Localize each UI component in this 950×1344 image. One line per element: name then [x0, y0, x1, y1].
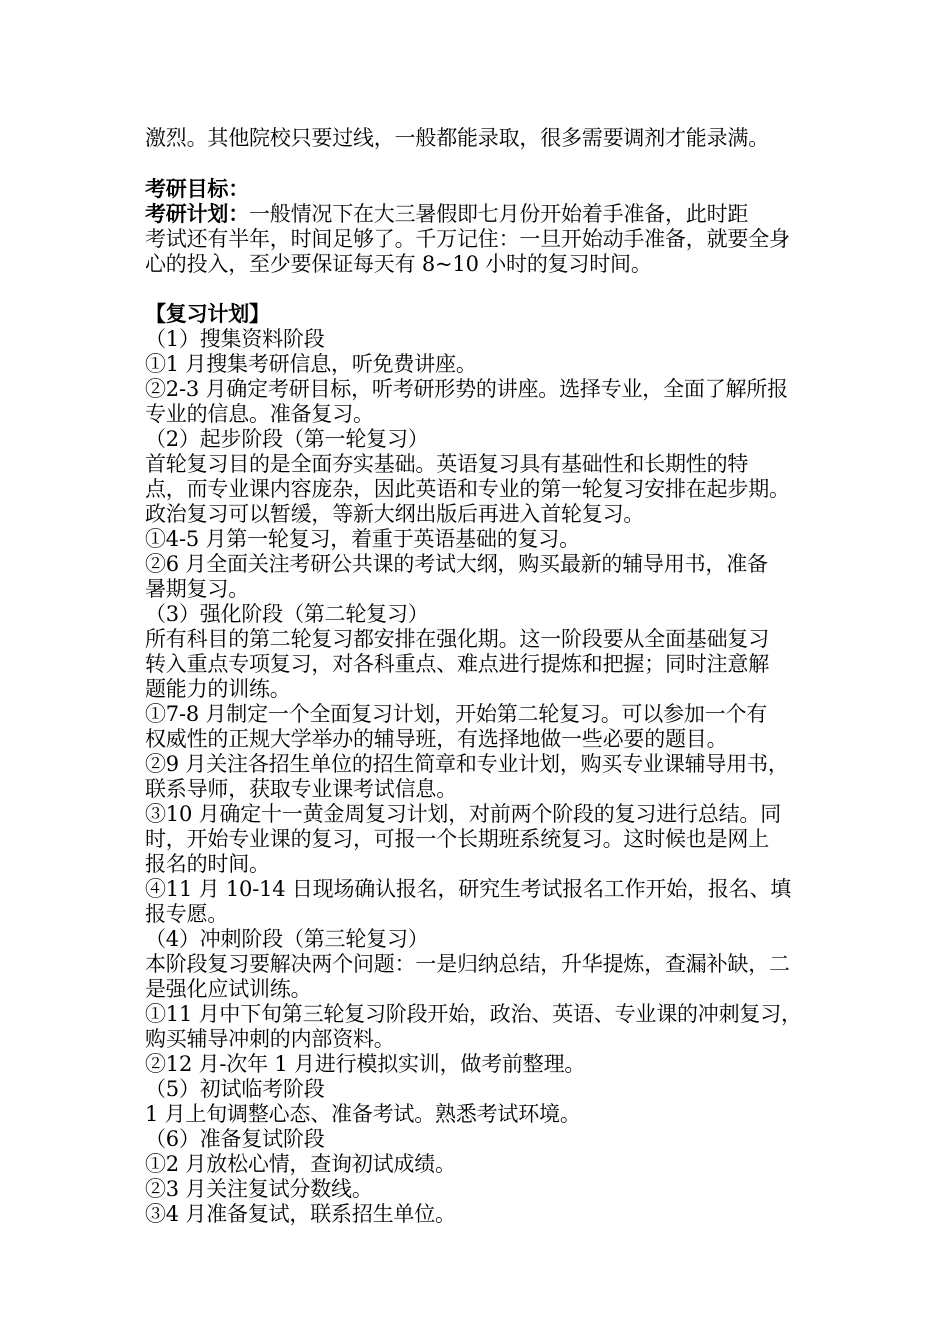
text-line: 题能力的训练。: [145, 677, 291, 701]
text-line: ③10 月确定十一黄金周复习计划，对前两个阶段的复习进行总结。同: [145, 802, 781, 826]
text-line: ②9 月关注各招生单位的招生简章和专业计划，购买专业课辅导用书，: [145, 752, 789, 776]
text-line: 转入重点专项复习，对各科重点、难点进行提炼和把握；同时注意解: [145, 652, 769, 676]
heading-kaoyan-target: 考研目标：: [145, 176, 249, 201]
text-line: 1 月上旬调整心态、准备考试。熟悉考试环境。: [145, 1102, 581, 1126]
plan-label: 考研计划：: [145, 201, 249, 226]
text-line: 权威性的正规大学举办的辅导班，有选择地做一些必要的题目。: [145, 727, 728, 751]
text-line: 本阶段复习要解决两个问题：一是归纳总结，升华提炼，查漏补缺，二: [145, 952, 790, 976]
text-line: 购买辅导冲刺的内部资料。: [145, 1027, 395, 1051]
text-line: 激烈。其他院校只要过线，一般都能录取，很多需要调剂才能录满。: [145, 126, 769, 150]
stage-heading: （2）起步阶段（第一轮复习）: [145, 427, 429, 451]
stage-heading: （6）准备复试阶段: [145, 1127, 325, 1151]
text-line: 联系导师，获取专业课考试信息。: [145, 777, 457, 801]
text-line: 是强化应试训练。: [145, 977, 312, 1001]
text-line: 专业的信息。准备复习。: [145, 402, 374, 426]
text-line: 点，而专业课内容庞杂，因此英语和专业的第一轮复习安排在起步期。: [145, 477, 790, 501]
text-line: ①7-8 月制定一个全面复习计划，开始第二轮复习。可以参加一个有: [145, 702, 768, 726]
text-line: 首轮复习目的是全面夯实基础。英语复习具有基础性和长期性的特: [145, 452, 749, 476]
text-line: 心的投入，至少要保证每天有 8~10 小时的复习时间。: [145, 252, 652, 276]
text-line: 时，开始专业课的复习，可报一个长期班系统复习。这时候也是网上: [145, 827, 769, 851]
text-line: ②3 月关注复试分数线。: [145, 1177, 373, 1201]
stage-heading: （3）强化阶段（第二轮复习）: [145, 602, 429, 626]
text-line: ①4-5 月第一轮复习，着重于英语基础的复习。: [145, 527, 580, 551]
text-line: 考试还有半年，时间足够了。千万记住：一旦开始动手准备，就要全身: [145, 227, 790, 251]
text-line: 报名的时间。: [145, 852, 270, 876]
text-line: ④11 月 10-14 日现场确认报名，研究生考试报名工作开始，报名、填: [145, 877, 792, 901]
stage-heading: （5）初试临考阶段: [145, 1077, 325, 1101]
section-heading: 【复习计划】: [145, 301, 270, 326]
text-line: 所有科目的第二轮复习都安排在强化期。这一阶段要从全面基础复习: [145, 627, 769, 651]
text-line-kaoyan-plan: [145, 201, 748, 227]
text-line: 暑期复习。: [145, 577, 249, 601]
text-line: ①11 月中下旬第三轮复习阶段开始，政治、英语、专业课的冲刺复习，: [145, 1002, 802, 1026]
text-line: ②12 月-次年 1 月进行模拟实训，做考前整理。: [145, 1052, 586, 1076]
text-line: 报专愿。: [145, 902, 229, 926]
text-line: 政治复习可以暂缓，等新大纲出版后再进入首轮复习。: [145, 502, 645, 526]
text-line: ①2 月放松心情，查询初试成绩。: [145, 1152, 456, 1176]
text-line: ②6 月全面关注考研公共课的考试大纲，购买最新的辅导用书，准备: [145, 552, 768, 576]
plan-text: 一般情况下在大三暑假即七月份开始着手准备，此时距: [249, 202, 749, 226]
stage-heading: （4）冲刺阶段（第三轮复习）: [145, 927, 429, 951]
text-line: ②2-3 月确定考研目标，听考研形势的讲座。选择专业，全面了解所报: [145, 377, 788, 401]
text-line: ③4 月准备复试，联系招生单位。: [145, 1202, 456, 1226]
text-line: ①1 月搜集考研信息，听免费讲座。: [145, 352, 477, 376]
stage-heading: （1）搜集资料阶段: [145, 327, 325, 351]
